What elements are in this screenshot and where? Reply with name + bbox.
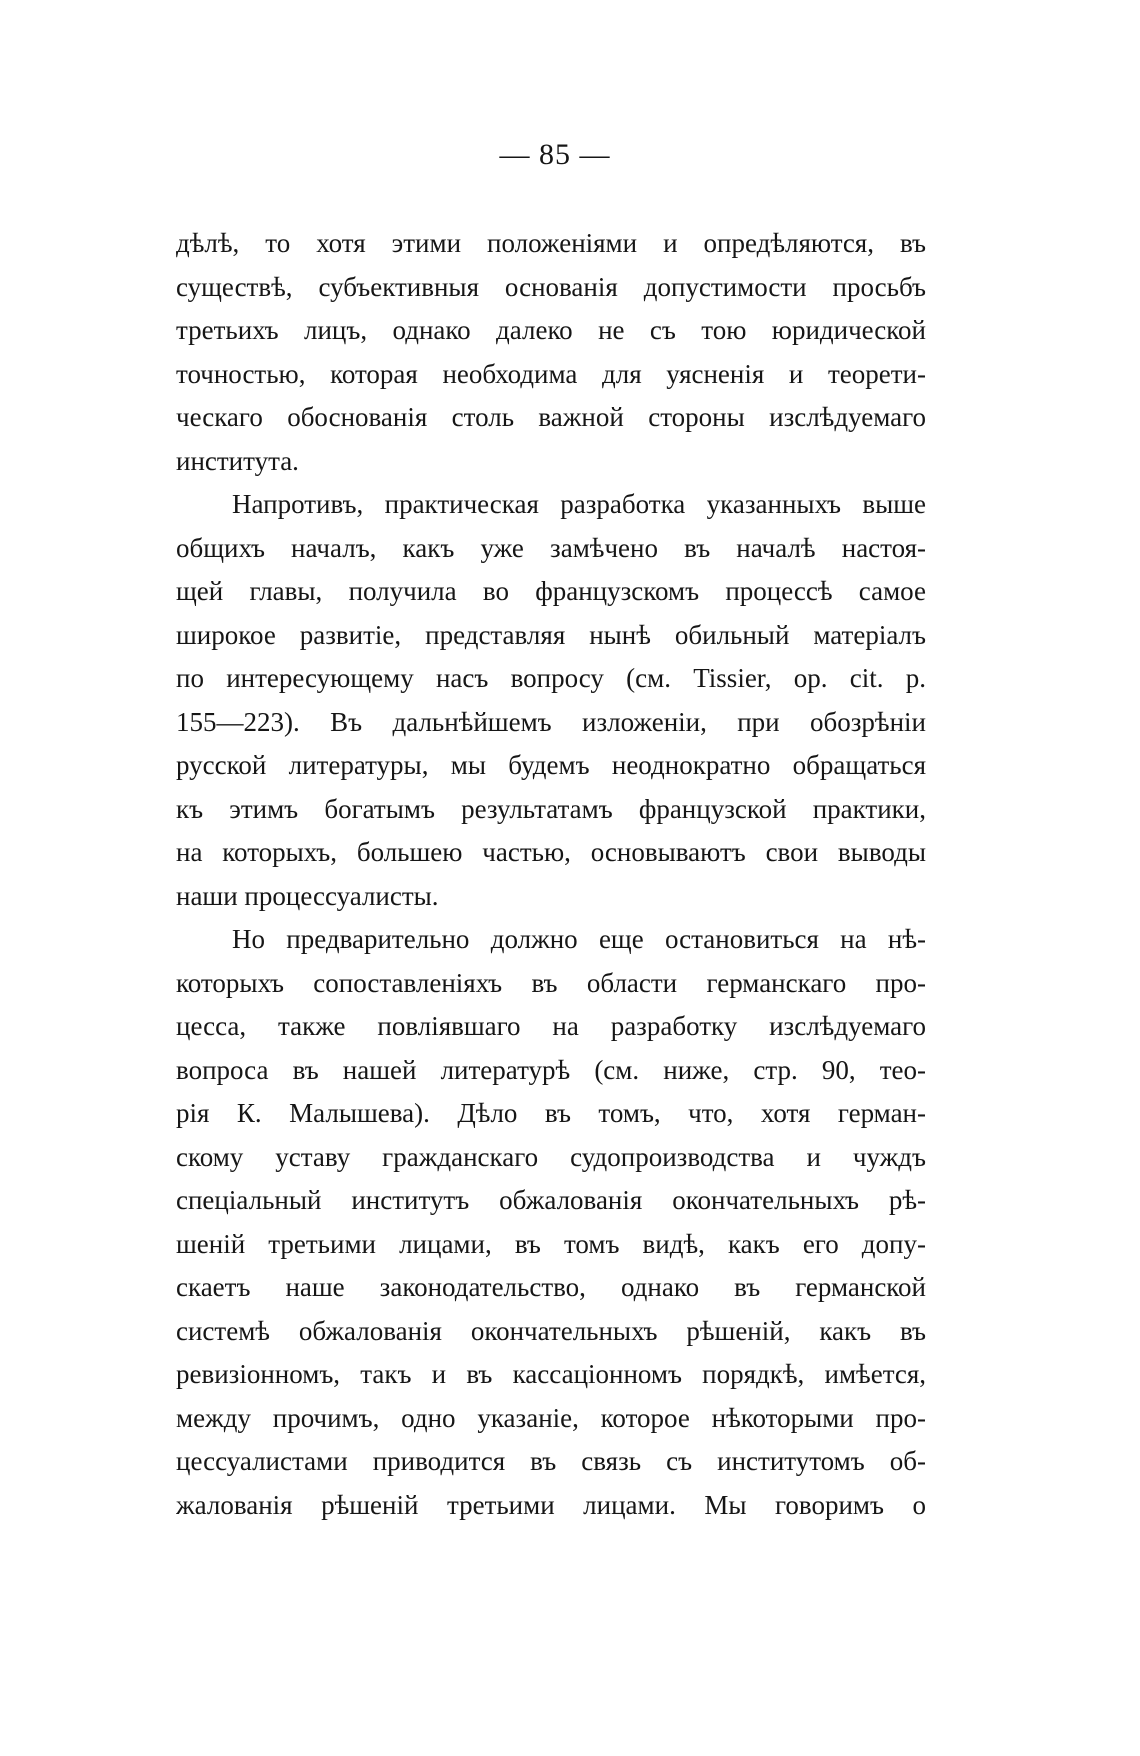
- text-line: дѣлѣ, то хотя этими положеніями и опредѣляются, въ: [176, 228, 926, 258]
- text-line: спеціальный институтъ обжалованія окончательныхъ рѣ-: [176, 1185, 926, 1215]
- text-line: широкое развитіе, представляя нынѣ обильный матеріалъ: [176, 619, 926, 650]
- body-text: [176, 222, 926, 1527]
- text-line: русской литературы, мы будемъ неоднократно обращаться: [176, 750, 926, 780]
- text-line: Напротивъ, практическая разработка указанныхъ выше: [232, 489, 926, 519]
- text-line: жалованія рѣшеній третьими лицами. Мы говоримъ о: [176, 1489, 926, 1520]
- text-line: существѣ, субъективныя основанія допустимости просьбъ: [176, 271, 926, 302]
- text-line: которыхъ сопоставленіяхъ въ области германскаго про-: [176, 967, 926, 998]
- text-line: общихъ началъ, какъ уже замѣчено въ началѣ настоя-: [176, 532, 926, 563]
- text-line: точностью, которая необходима для уясненія и теорети-: [176, 358, 926, 389]
- text-line: по интересующему насъ вопросу (см. Tissier, op. cit. p.: [176, 663, 926, 693]
- text-line: скому уставу гражданскаго судопроизводства и чуждъ: [176, 1141, 926, 1172]
- text-line: наши процессуалисты.: [176, 880, 439, 911]
- text-line: между прочимъ, одно указаніе, которое нѣкоторыми про-: [176, 1402, 926, 1433]
- text-line: института.: [176, 445, 299, 476]
- paragraph-1: [176, 222, 926, 483]
- paragraph-3: [176, 918, 926, 1527]
- text-line: цесса, также повліявшаго на разработку изслѣдуемаго: [176, 1011, 926, 1041]
- text-line: 155—223). Въ дальнѣйшемъ изложеніи, при обозрѣніи: [176, 706, 926, 737]
- text-line: рія К. Малышева). Дѣло въ томъ, что, хотя герман-: [176, 1098, 926, 1128]
- page-number: — 85 —: [499, 138, 611, 171]
- text-line: шеній третьими лицами, въ томъ видѣ, какъ его допу-: [176, 1228, 926, 1259]
- paragraph-2: [176, 483, 926, 918]
- text-line: щей главы, получила во французскомъ процессѣ самое: [176, 576, 926, 606]
- text-line: ревизіонномъ, такъ и въ кассаціонномъ порядкѣ, имѣется,: [176, 1359, 926, 1389]
- text-line: системѣ обжалованія окончательныхъ рѣшеній, какъ въ: [176, 1315, 926, 1346]
- text-line: третьихъ лицъ, однако далеко не съ тою юридической: [176, 315, 926, 345]
- text-line: цессуалистами приводится въ связь съ институтомъ об-: [176, 1446, 926, 1476]
- text-line: вопроса въ нашей литературѣ (см. ниже, стр. 90, тео-: [176, 1054, 926, 1085]
- text-line: Но предварительно должно еще остановиться на нѣ-: [232, 924, 926, 954]
- text-line: къ этимъ богатымъ результатамъ французской практики,: [176, 793, 926, 824]
- text-line: скаетъ наше законодательство, однако въ германской: [176, 1272, 926, 1302]
- text-line: на которыхъ, большею частью, основываютъ свои выводы: [176, 837, 926, 867]
- text-line: ческаго обоснованія столь важной стороны изслѣдуемаго: [176, 402, 926, 432]
